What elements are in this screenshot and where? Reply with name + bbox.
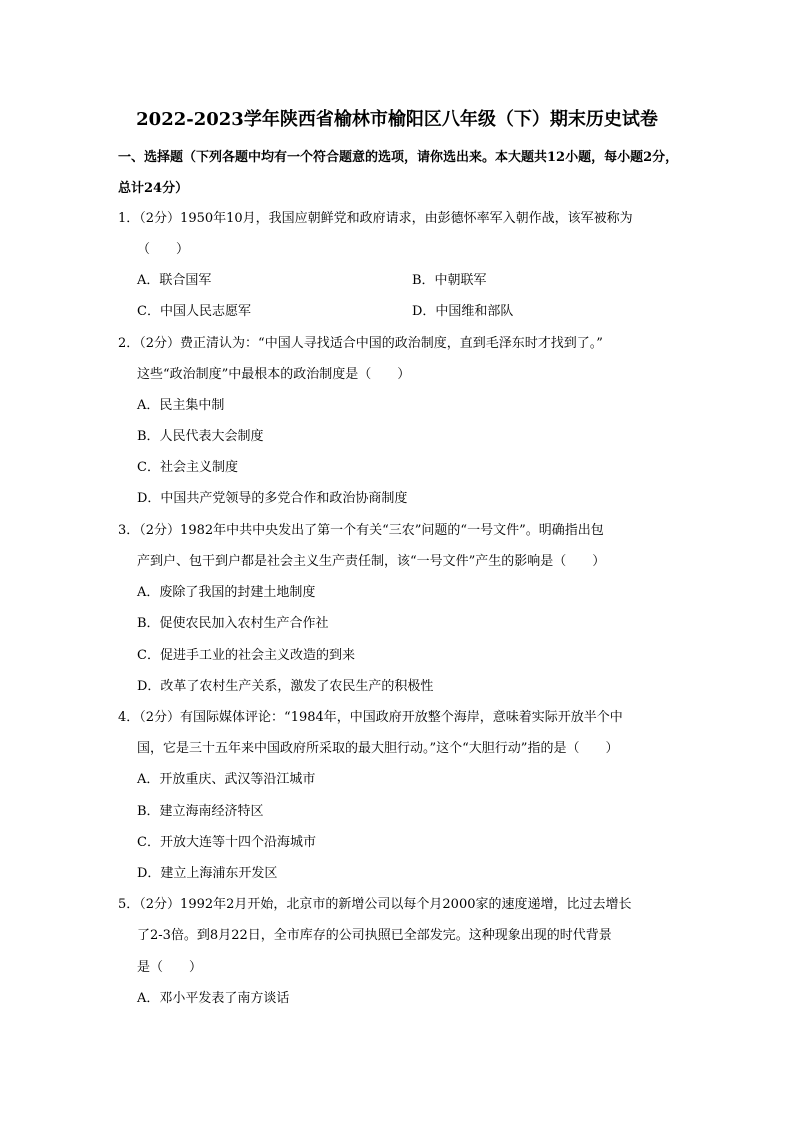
- question-1-option-c: C．中国人民志愿军: [137, 304, 251, 319]
- question-1-line-2: （ ）: [137, 242, 190, 257]
- question-3-option-a: A．废除了我国的封建土地制度: [137, 585, 316, 600]
- question-2-line-2: 这些“政治制度”中最根本的政治制度是（ ）: [137, 367, 411, 382]
- question-4-line-1: 4．（2分）有国际媒体评论：“1984年，中国政府开放整个海岸，意味着实际开放半个中: [118, 710, 623, 725]
- question-5-option-a: A．邓小平发表了南方谈话: [137, 991, 290, 1006]
- question-3-option-d: D．改革了农村生产关系，激发了农民生产的积极性: [137, 679, 434, 694]
- question-2-line-1: 2．（2分）费正清认为：“中国人寻找适合中国的政治制度，直到毛泽东时才找到了。”: [118, 336, 603, 351]
- section-heading: 一、选择题（下列各题中均有一个符合题意的选项，请你选出来。本大题共12小题，每小题2分，总计24分）: [118, 150, 679, 196]
- question-1-option-b: B．中朝联军: [412, 273, 487, 288]
- question-4-option-c: C．开放大连等十四个沿海城市: [137, 835, 316, 850]
- exam-title: 2022-2023学年陕西省榆林市榆阳区八年级（下）期末历史试卷: [136, 109, 658, 130]
- question-3-line-2: 产到户、包干到户都是社会主义生产责任制，该“一号文件”产生的影响是（ ）: [137, 554, 606, 569]
- question-1-line-1: 1．（2分）1950年10月，我国应朝鲜党和政府请求，由彭德怀率军入朝作战，该军被称为: [118, 211, 633, 226]
- question-4-option-d: D．建立上海浦东开发区: [137, 866, 278, 881]
- question-1-option-d: D．中国维和部队: [412, 304, 514, 319]
- question-5-line-3: 是（ ）: [137, 960, 203, 975]
- question-4-option-b: B．建立海南经济特区: [137, 804, 264, 819]
- question-2-option-c: C．社会主义制度: [137, 460, 238, 475]
- question-4-option-a: A．开放重庆、武汉等沿江城市: [137, 772, 316, 787]
- question-4-line-2: 国，它是三十五年来中国政府所采取的最大胆行动。”这个“大胆行动”指的是（ ）: [137, 741, 619, 756]
- question-5-line-2: 了2-3倍。到8月22日，全市库存的公司执照已全部发完。这种现象出现的时代背景: [137, 928, 612, 943]
- question-1-option-a: A．联合国军: [137, 273, 212, 288]
- question-3-line-1: 3．（2分）1982年中共中央发出了第一个有关“三农”问题的“一号文件”。明确指出包: [118, 523, 604, 538]
- question-2-option-a: A．民主集中制: [137, 398, 225, 413]
- question-2-option-d: D．中国共产党领导的多党合作和政治协商制度: [137, 491, 408, 506]
- question-3-option-c: C．促进手工业的社会主义改造的到来: [137, 648, 355, 663]
- question-2-option-b: B．人民代表大会制度: [137, 429, 264, 444]
- question-3-option-b: B．促使农民加入农村生产合作社: [137, 616, 329, 631]
- question-5-line-1: 5．（2分）1992年2月开始，北京市的新增公司以每个月2000家的速度递增，比过去增长: [118, 897, 632, 912]
